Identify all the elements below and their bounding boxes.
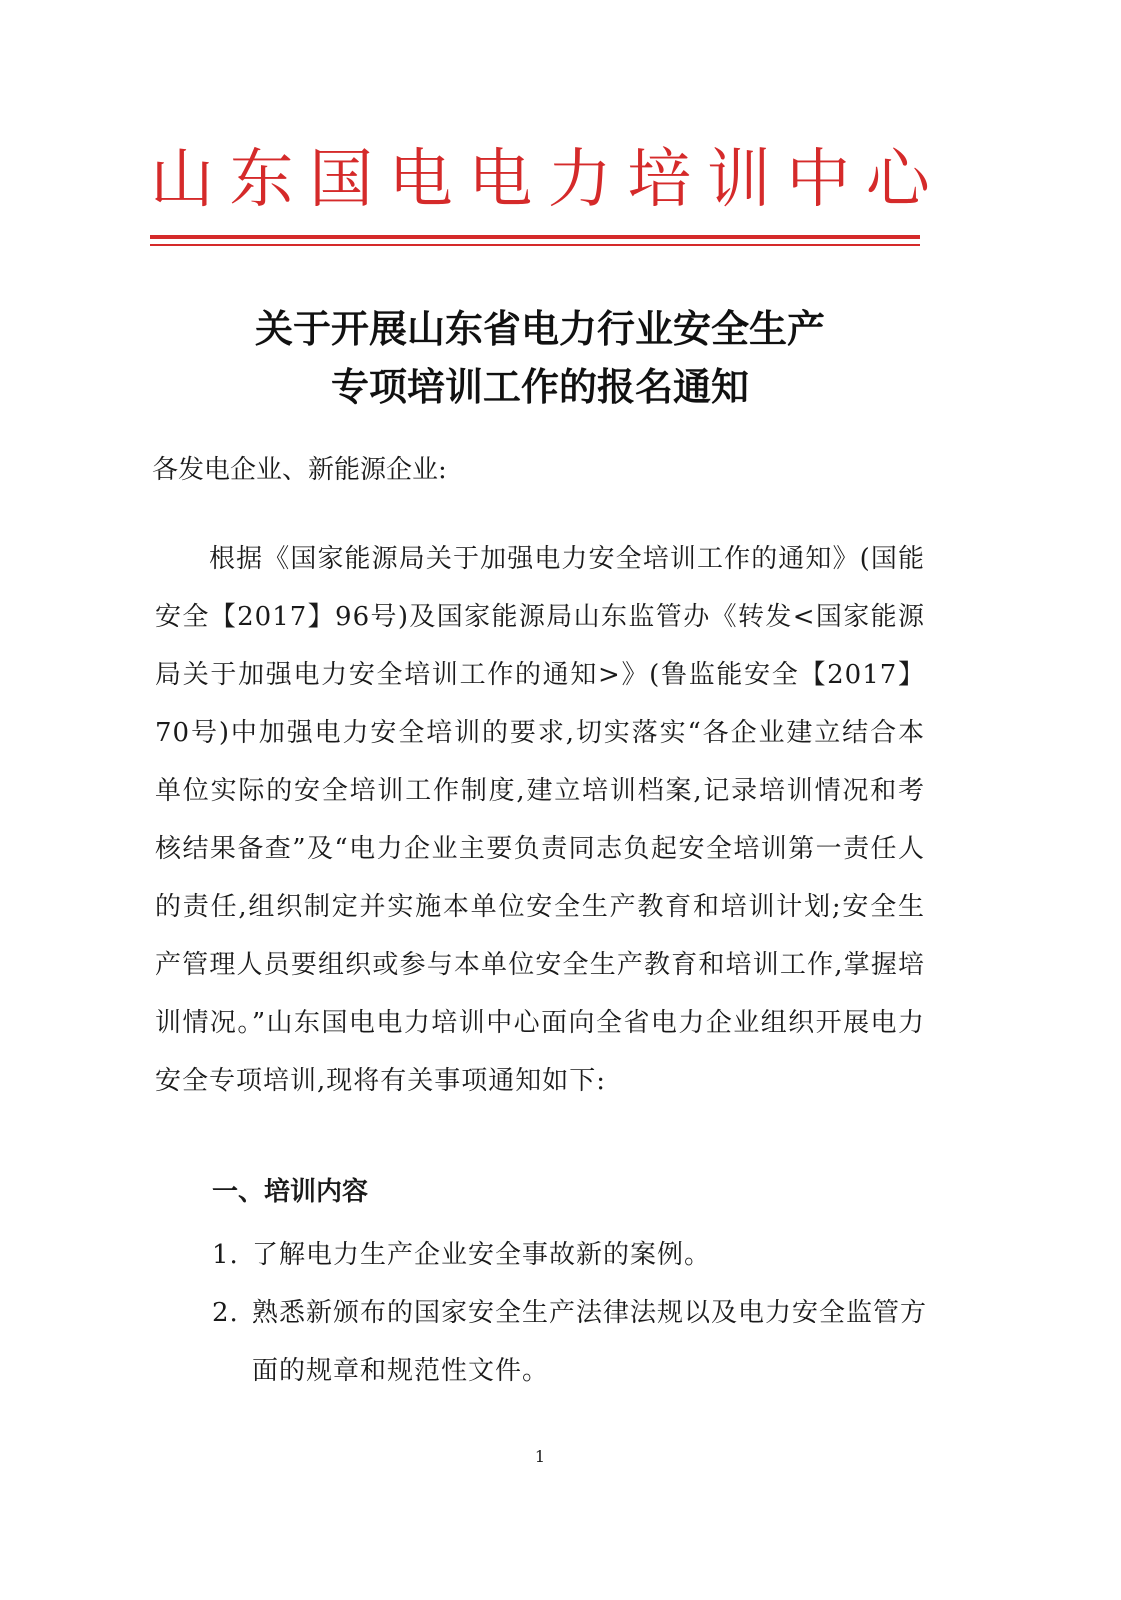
list-item-number: 2.: [212, 1298, 239, 1328]
list-item: [212, 1226, 932, 1284]
letterhead: [150, 140, 930, 220]
body-paragraph: 根据《国家能源局关于加强电力安全培训工作的通知》(国能安全【2017】96号)及国家能源局山东监管办《转发<国家能源局关于加强电力安全培训工作的通知>》(鲁监能安全【2017】70号)中加强电力安全培训的要求,切实落实“各企业建立结合本单位实际的安全培训工作制度,建立培训档案,记录培训情况和考核结果备查”及“电力企业主要负责同志负起安全培训第一责任人的责任,组织制定并实施本单位安全生产教育和培训计划;安全生产管理人员要组织或参与本单位安全生产教育和培训工作,掌握培训情况。”山东国电电力培训中心面向全省电力企业组织开展电力安全专项培训,现将有关事项通知如下:: [155, 544, 925, 1096]
list-item: [212, 1284, 932, 1400]
title-line-1: 关于开展山东省电力行业安全生产: [254, 307, 825, 351]
letterhead-rule-thick: [150, 235, 920, 239]
letterhead-char: 山: [150, 143, 214, 217]
letterhead-char: 中: [786, 143, 851, 217]
letterhead-char: 国: [309, 143, 374, 217]
letterhead-char: 电: [388, 143, 453, 217]
letterhead-char: 训: [706, 143, 771, 217]
list-item-text: 熟悉新颁布的国家安全生产法律法规以及电力安全监管方面的规章和规范性文件。: [252, 1298, 928, 1386]
letterhead-char: 心: [865, 143, 930, 217]
letterhead-char: 力: [547, 143, 612, 217]
page-number: 1: [534, 1447, 546, 1466]
letterhead-rule-thin: [150, 244, 920, 246]
list-item-text: 了解电力生产企业安全事故新的案例。: [252, 1240, 712, 1270]
list-item-number: 1.: [212, 1240, 239, 1270]
section-heading: 一、培训内容: [212, 1177, 369, 1207]
document-title: [150, 300, 930, 416]
salutation: 各发电企业、新能源企业:: [152, 455, 447, 485]
letterhead-char: 电: [468, 143, 533, 217]
letterhead-char: 东: [229, 143, 294, 217]
letterhead-char: 培: [627, 143, 692, 217]
training-content-list: [212, 1226, 932, 1400]
title-line-2: 专项培训工作的报名通知: [330, 365, 749, 409]
